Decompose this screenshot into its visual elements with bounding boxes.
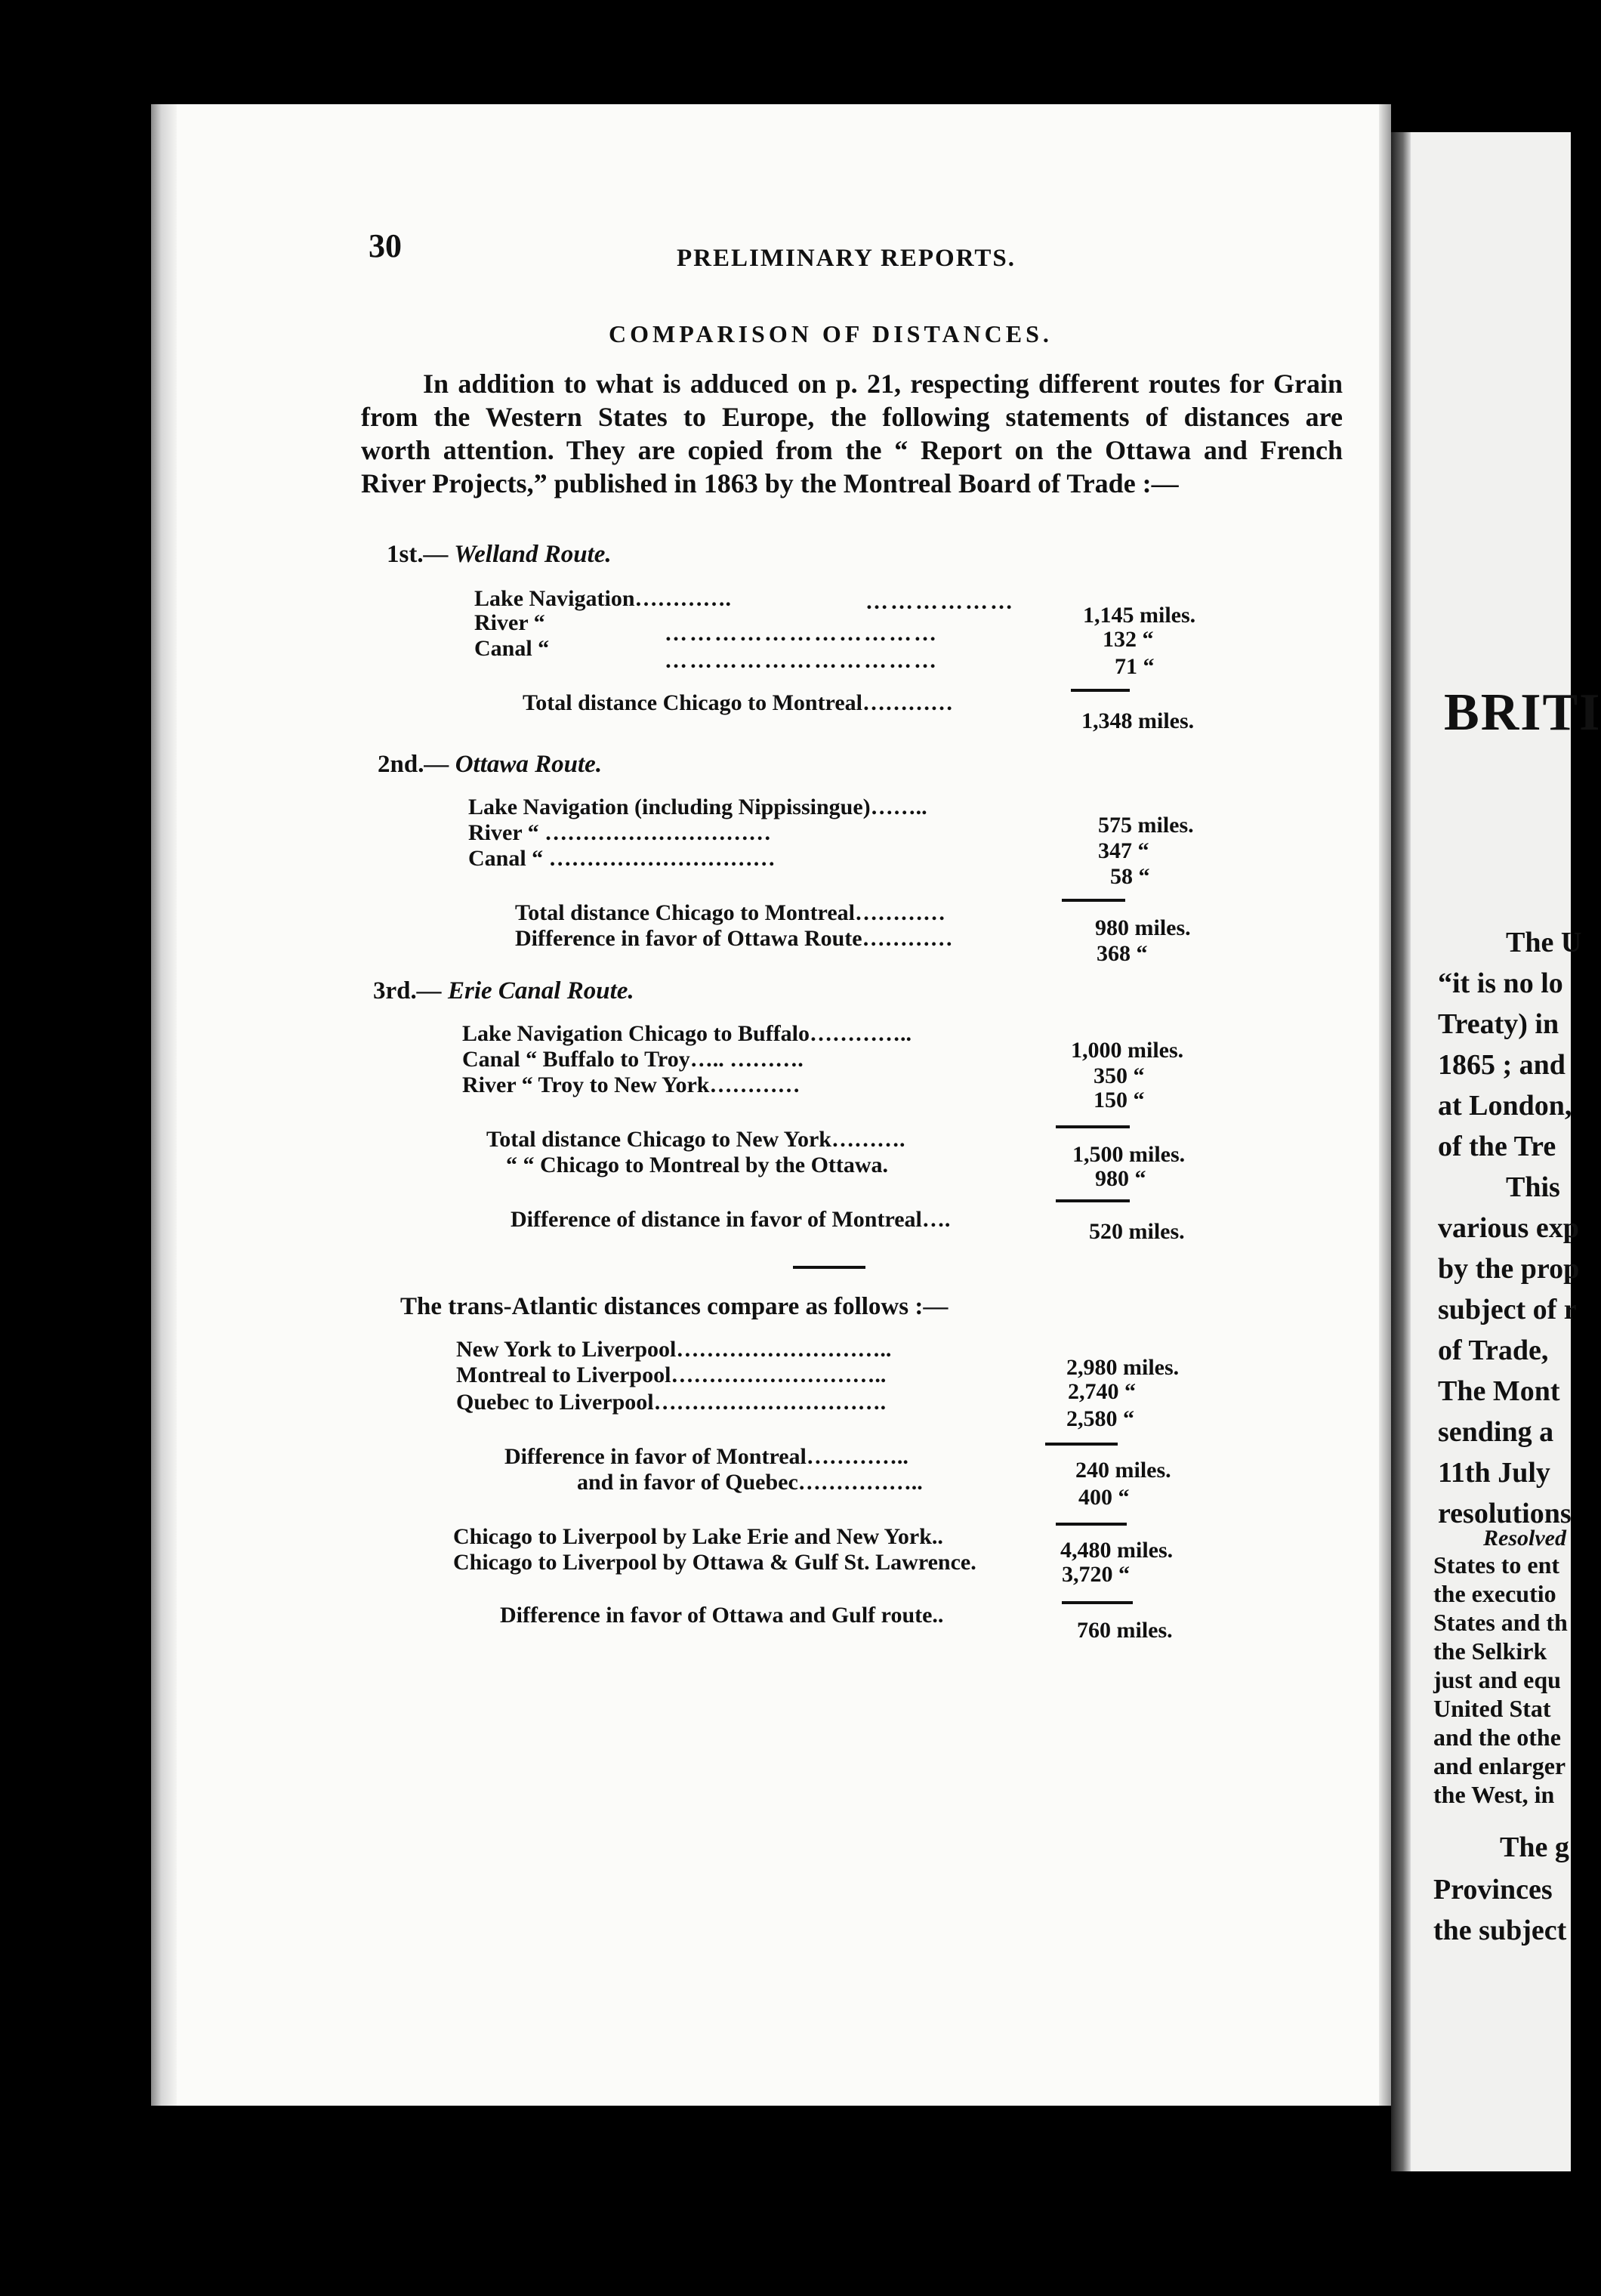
opposite-line: by the prop: [1438, 1253, 1580, 1285]
opposite-line: of Trade,: [1438, 1335, 1549, 1366]
route1-row: Lake Navigation………….: [474, 586, 732, 611]
route1-value: 132 “: [1103, 627, 1154, 652]
opposite-resolved-line: just and equ: [1433, 1666, 1561, 1693]
route3-heading: [373, 977, 634, 1005]
running-head: PRELIMINARY REPORTS.: [677, 245, 1016, 272]
route2-row: Lake Navigation (including Nippissingue)……..: [468, 795, 927, 819]
atlantic-row: New York to Liverpool………………………..: [456, 1337, 892, 1362]
opposite-line: at London,: [1438, 1090, 1572, 1122]
chicago-row: Chicago to Liverpool by Ottawa & Gulf St. Lawrence.: [453, 1550, 976, 1575]
intro-paragraph: [361, 367, 1343, 500]
sum-rule: [1056, 1125, 1130, 1128]
route3-name: — Erie Canal Route.: [416, 977, 634, 1004]
route3-value: 350 “: [1094, 1063, 1145, 1088]
route1-row: Canal “: [474, 636, 550, 661]
route3-total-value: 1,500 miles.: [1072, 1142, 1186, 1167]
opposite-line: This: [1506, 1171, 1560, 1203]
opposite-tail-line: The g: [1500, 1832, 1569, 1863]
opposite-page-shadow: [1391, 132, 1411, 2171]
route2-heading: [378, 751, 602, 779]
opposite-resolved-line: the West, in: [1433, 1781, 1555, 1808]
sum-rule: [1056, 1199, 1130, 1202]
opposite-tail-line: the subject: [1433, 1915, 1567, 1946]
route2-row: Canal “ …………………………: [468, 846, 776, 871]
atlantic-quebec-value: 400 “: [1078, 1485, 1130, 1510]
chicago-value: 3,720 “: [1062, 1562, 1130, 1587]
intro-line: River Projects,” published in 1863 by the Montreal Board of Trade :—: [361, 468, 1179, 498]
opposite-tail-line: Provinces: [1433, 1874, 1553, 1906]
route3-value: 1,000 miles.: [1071, 1038, 1184, 1063]
opposite-line: subject of r: [1438, 1294, 1577, 1325]
route2-diff-value: 368 “: [1097, 941, 1148, 966]
atlantic-heading: The trans-Atlantic distances compare as follows :—: [400, 1293, 949, 1320]
sum-rule: [1045, 1443, 1118, 1446]
opposite-resolved-line: States to ent: [1433, 1551, 1560, 1578]
atlantic-row: Montreal to Liverpool………………………..: [456, 1362, 887, 1387]
sum-rule: [1062, 899, 1125, 902]
route2-total-label: Total distance Chicago to Montreal…………: [515, 900, 945, 925]
final-diff-value: 760 miles.: [1077, 1618, 1173, 1643]
route3-diff-label: Difference of distance in favor of Montreal….: [511, 1207, 951, 1232]
atlantic-quebec-label: and in favor of Quebec……………..: [577, 1470, 923, 1495]
opposite-line: “it is no lo: [1438, 967, 1563, 999]
route2-value: 575 miles.: [1098, 813, 1194, 838]
opposite-resolved-line: and the othe: [1433, 1724, 1561, 1751]
route1-ordinal: 1st.: [387, 541, 424, 568]
atlantic-row: Quebec to Liverpool………………………….: [456, 1390, 887, 1415]
intro-line: from the Western States to Europe, the following statements of distances are: [361, 402, 1343, 432]
route2-value: 58 “: [1110, 864, 1150, 889]
route2-name: — Ottawa Route.: [424, 751, 603, 778]
sum-rule: [1062, 1601, 1133, 1604]
route3-ottawa-value: 980 “: [1095, 1166, 1146, 1191]
intro-line: In addition to what is adduced on p. 21, respecting different routes for Grain: [423, 369, 1343, 399]
route1-leader: ……………………………: [665, 648, 939, 673]
route3-ordinal: 3rd.: [373, 977, 417, 1004]
atlantic-value: 2,980 miles.: [1066, 1355, 1180, 1380]
opposite-resolved-line: the Selkirk: [1433, 1637, 1547, 1665]
opposite-resolved: Resolved: [1483, 1526, 1566, 1551]
final-diff-label: Difference in favor of Ottawa and Gulf route..: [500, 1603, 944, 1628]
section-divider: [793, 1266, 865, 1269]
route2-total-value: 980 miles.: [1095, 915, 1191, 940]
chicago-value: 4,480 miles.: [1060, 1538, 1174, 1563]
opposite-line: sending a: [1438, 1416, 1554, 1448]
opposite-line: of the Tre: [1438, 1131, 1556, 1162]
opposite-line: various exp: [1438, 1212, 1579, 1244]
intro-line: worth attention. They are copied from the “ Report on the Ottawa and French: [361, 435, 1343, 465]
opposite-line: Treaty) in: [1438, 1008, 1559, 1040]
route3-row: River “ Troy to New York…………: [462, 1072, 800, 1097]
route1-total-label: Total distance Chicago to Montreal…………: [523, 690, 953, 715]
chicago-row: Chicago to Liverpool by Lake Erie and New York..: [453, 1524, 943, 1549]
sum-rule: [1071, 689, 1130, 692]
opposite-resolved-line: the executio: [1433, 1580, 1556, 1607]
route1-leader: ……………………………: [665, 621, 939, 646]
route1-heading: [387, 541, 612, 569]
section-title: COMPARISON OF DISTANCES.: [609, 320, 1053, 347]
route2-diff-label: Difference in favor of Ottawa Route…………: [515, 926, 953, 951]
atlantic-diff-value: 240 miles.: [1075, 1458, 1171, 1483]
opposite-page-title: BRITI: [1444, 684, 1601, 742]
atlantic-value: 2,740 “: [1068, 1379, 1136, 1404]
route1-total-value: 1,348 miles.: [1081, 708, 1195, 733]
opposite-line: 11th July: [1438, 1457, 1550, 1489]
atlantic-value: 2,580 “: [1066, 1406, 1134, 1431]
route3-row: Lake Navigation Chicago to Buffalo…………..: [462, 1021, 912, 1046]
route1-leader: ………………: [865, 589, 1015, 614]
route1-row: River “: [474, 610, 545, 635]
opposite-line: The Mont: [1438, 1375, 1560, 1407]
route2-value: 347 “: [1098, 838, 1149, 863]
route1-name: — Welland Route.: [423, 541, 612, 568]
atlantic-diff-label: Difference in favor of Montreal…………..: [504, 1444, 908, 1469]
route1-value: 71 “: [1115, 654, 1155, 679]
page-gutter: [1379, 104, 1391, 2106]
page-edge: [151, 104, 177, 2106]
route3-row: Canal “ Buffalo to Troy….. ……….: [462, 1047, 804, 1072]
route3-ottawa-label: “ “ Chicago to Montreal by the Ottawa.: [506, 1153, 889, 1177]
opposite-line: 1865 ; and: [1438, 1049, 1566, 1081]
page-number: 30: [369, 227, 402, 264]
sum-rule: [1056, 1523, 1127, 1526]
route3-total-label: Total distance Chicago to New York……….: [486, 1127, 905, 1152]
opposite-line: The U: [1506, 927, 1582, 958]
opposite-resolved-line: United Stat: [1433, 1695, 1551, 1722]
opposite-resolved-line: and enlarger: [1433, 1752, 1566, 1779]
route3-diff-value: 520 miles.: [1089, 1219, 1185, 1244]
route1-value: 1,145 miles.: [1083, 603, 1196, 628]
opposite-line: resolutions: [1438, 1498, 1572, 1529]
opposite-resolved-line: States and th: [1433, 1609, 1568, 1636]
route2-row: River “ …………………………: [468, 820, 772, 845]
route2-ordinal: 2nd.: [378, 751, 424, 778]
route3-value: 150 “: [1094, 1088, 1145, 1113]
